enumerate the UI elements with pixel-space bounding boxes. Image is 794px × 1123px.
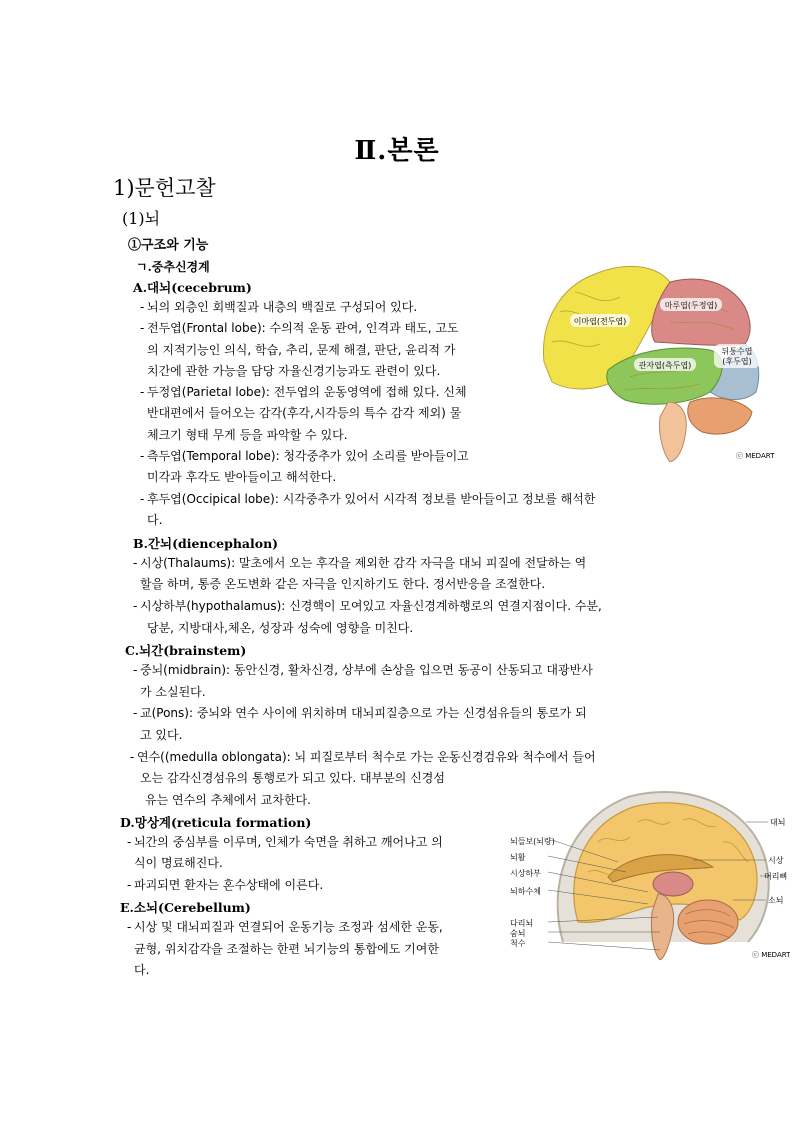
heading-cerebrum: A.대뇌(cecebrum): [133, 280, 252, 295]
label-occipital-1: 뒤통수엽: [721, 347, 753, 356]
thalamus: [653, 872, 693, 896]
text-line: 미각과 후각도 받아들이고 해석한다.: [147, 470, 337, 484]
text-line: - 중뇌(midbrain): 동안신경, 활차신경, 상부에 손상을 입으면 동공이 산동되고 대광반사: [133, 662, 593, 678]
text-line: - 측두엽(Temporal lobe): 청각중추가 있어 소리를 받아들이고: [140, 448, 469, 464]
section-heading-literature-review: 1)문헌고찰: [113, 176, 216, 200]
label-fornix: 뇌활: [510, 853, 526, 862]
brainstem-region: [659, 402, 686, 462]
subheading-structure-function: ①구조와 기능: [128, 238, 209, 253]
label-spinal-cord: 척수: [510, 939, 526, 948]
text-line: 오는 감각신경섬유의 통행로가 되고 있다. 대부분의 신경섬: [140, 771, 445, 785]
text-line: - 뇌간의 중심부를 이루며, 인체가 숙면을 취하고 깨어나고 의: [127, 834, 443, 850]
text-line: 할을 하며, 통증 온도변화 같은 자극을 인지하기도 한다. 정서반응을 조절한다.: [140, 577, 546, 591]
brainstem: [651, 894, 673, 960]
text-line: - 시상하부(hypothalamus): 신경핵이 모여있고 자율신경계하행로의 연결지점이다. 수분,: [133, 598, 602, 614]
heading-reticular-formation: D.망상계(reticula formation): [120, 815, 312, 830]
label-corpus-callosum: 뇌들보(뇌량): [510, 837, 555, 846]
brain-sagittal-figure: [508, 782, 790, 960]
text-line: - 후두엽(Occipical lobe): 시각중추가 있어서 시각적 정보를 받아들이고 정보를 해석한: [140, 491, 595, 507]
label-frontal: 이마엽(전두엽): [573, 317, 627, 326]
text-line: 균형, 위치감각을 조절하는 한편 뇌기능의 통합에도 기여한: [134, 942, 439, 956]
text-line: - 시상(Thalaums): 말초에서 오는 후각을 제외한 감각 자극을 대뇌 피질에 전달하는 역: [133, 555, 586, 571]
text-line: 다.: [134, 963, 150, 977]
text-line: 가 소실된다.: [140, 685, 206, 699]
text-line: 체크기 형태 무게 등을 파악할 수 있다.: [147, 428, 348, 442]
text-line: - 두정엽(Parietal lobe): 전두엽의 운동영역에 접해 있다. 신체: [140, 384, 467, 400]
text-line: - 교(Pons): 중뇌와 연수 사이에 위치하며 대뇌피질층으로 가는 신경섬유들의 통로가 되: [133, 705, 587, 721]
parietal-lobe-region: [652, 279, 751, 345]
text-line: - 시상 및 대뇌피질과 연결되어 운동기능 조정과 섬세한 운동,: [127, 919, 443, 935]
text-line: 반대편에서 들어오는 감각(후각,시각등의 특수 감각 제외) 물: [147, 406, 462, 420]
text-line: 의 지적기능인 의식, 학습, 추리, 문제 해결, 판단, 윤리적 가: [147, 343, 456, 357]
credit-medart: ⓒ MEDART: [752, 951, 790, 959]
label-thalamus: 시상: [768, 856, 784, 865]
heading-diencephalon: B.간뇌(diencephalon): [133, 536, 279, 551]
heading-cerebellum: E.소뇌(Cerebellum): [120, 900, 251, 915]
label-parietal: 마루엽(두정엽): [664, 301, 718, 310]
text-line: - 연수((medulla oblongata): 뇌 피질로부터 척수로 가는 운동신경검유와 척수에서 들어: [130, 749, 596, 765]
label-occipital-2: (후두엽): [722, 357, 752, 366]
text-line: 고 있다.: [140, 728, 183, 742]
credit-medart: ⓒ MEDART: [736, 452, 775, 460]
label-hypothalamus: 시상하부: [510, 869, 541, 878]
label-pons: 다리뇌: [510, 919, 534, 928]
subheading-central-nervous-system: ㄱ.중추신경계: [136, 260, 210, 274]
heading-brainstem: C.뇌간(brainstem): [125, 643, 247, 658]
cerebellum-region: [688, 398, 752, 434]
subsection-heading-brain: (1)뇌: [122, 209, 161, 228]
text-line: 식이 명료해진다.: [134, 856, 223, 870]
brain-lobes-figure: [530, 252, 776, 462]
text-line: - 파괴되면 환자는 혼수상태에 이른다.: [127, 877, 323, 893]
label-temporal: 관자엽(측두엽): [638, 361, 692, 370]
label-pituitary: 뇌하수체: [510, 887, 541, 896]
page-title: Ⅱ.본론: [354, 136, 440, 166]
label-cerebrum: 대뇌: [770, 818, 786, 827]
label-cerebellum: 소뇌: [768, 896, 784, 905]
text-line: - 뇌의 외층인 회백질과 내층의 백질로 구성되어 있다.: [140, 299, 417, 315]
text-line: 다.: [147, 513, 163, 527]
text-line: 당분, 지방대사,체온, 성장과 성숙에 영향을 미친다.: [147, 621, 414, 635]
label-medulla: 숨뇌: [510, 929, 526, 938]
text-line: - 전두엽(Frontal lobe): 수의적 운동 관여, 인격과 태도, 고도: [140, 320, 459, 336]
text-line: 치간에 관한 가능을 담당 자율신경기능과도 관련이 있다.: [147, 364, 441, 378]
label-skull: 머리뼈: [764, 872, 788, 881]
text-line: 유는 연수의 추체에서 교차한다.: [145, 793, 311, 807]
